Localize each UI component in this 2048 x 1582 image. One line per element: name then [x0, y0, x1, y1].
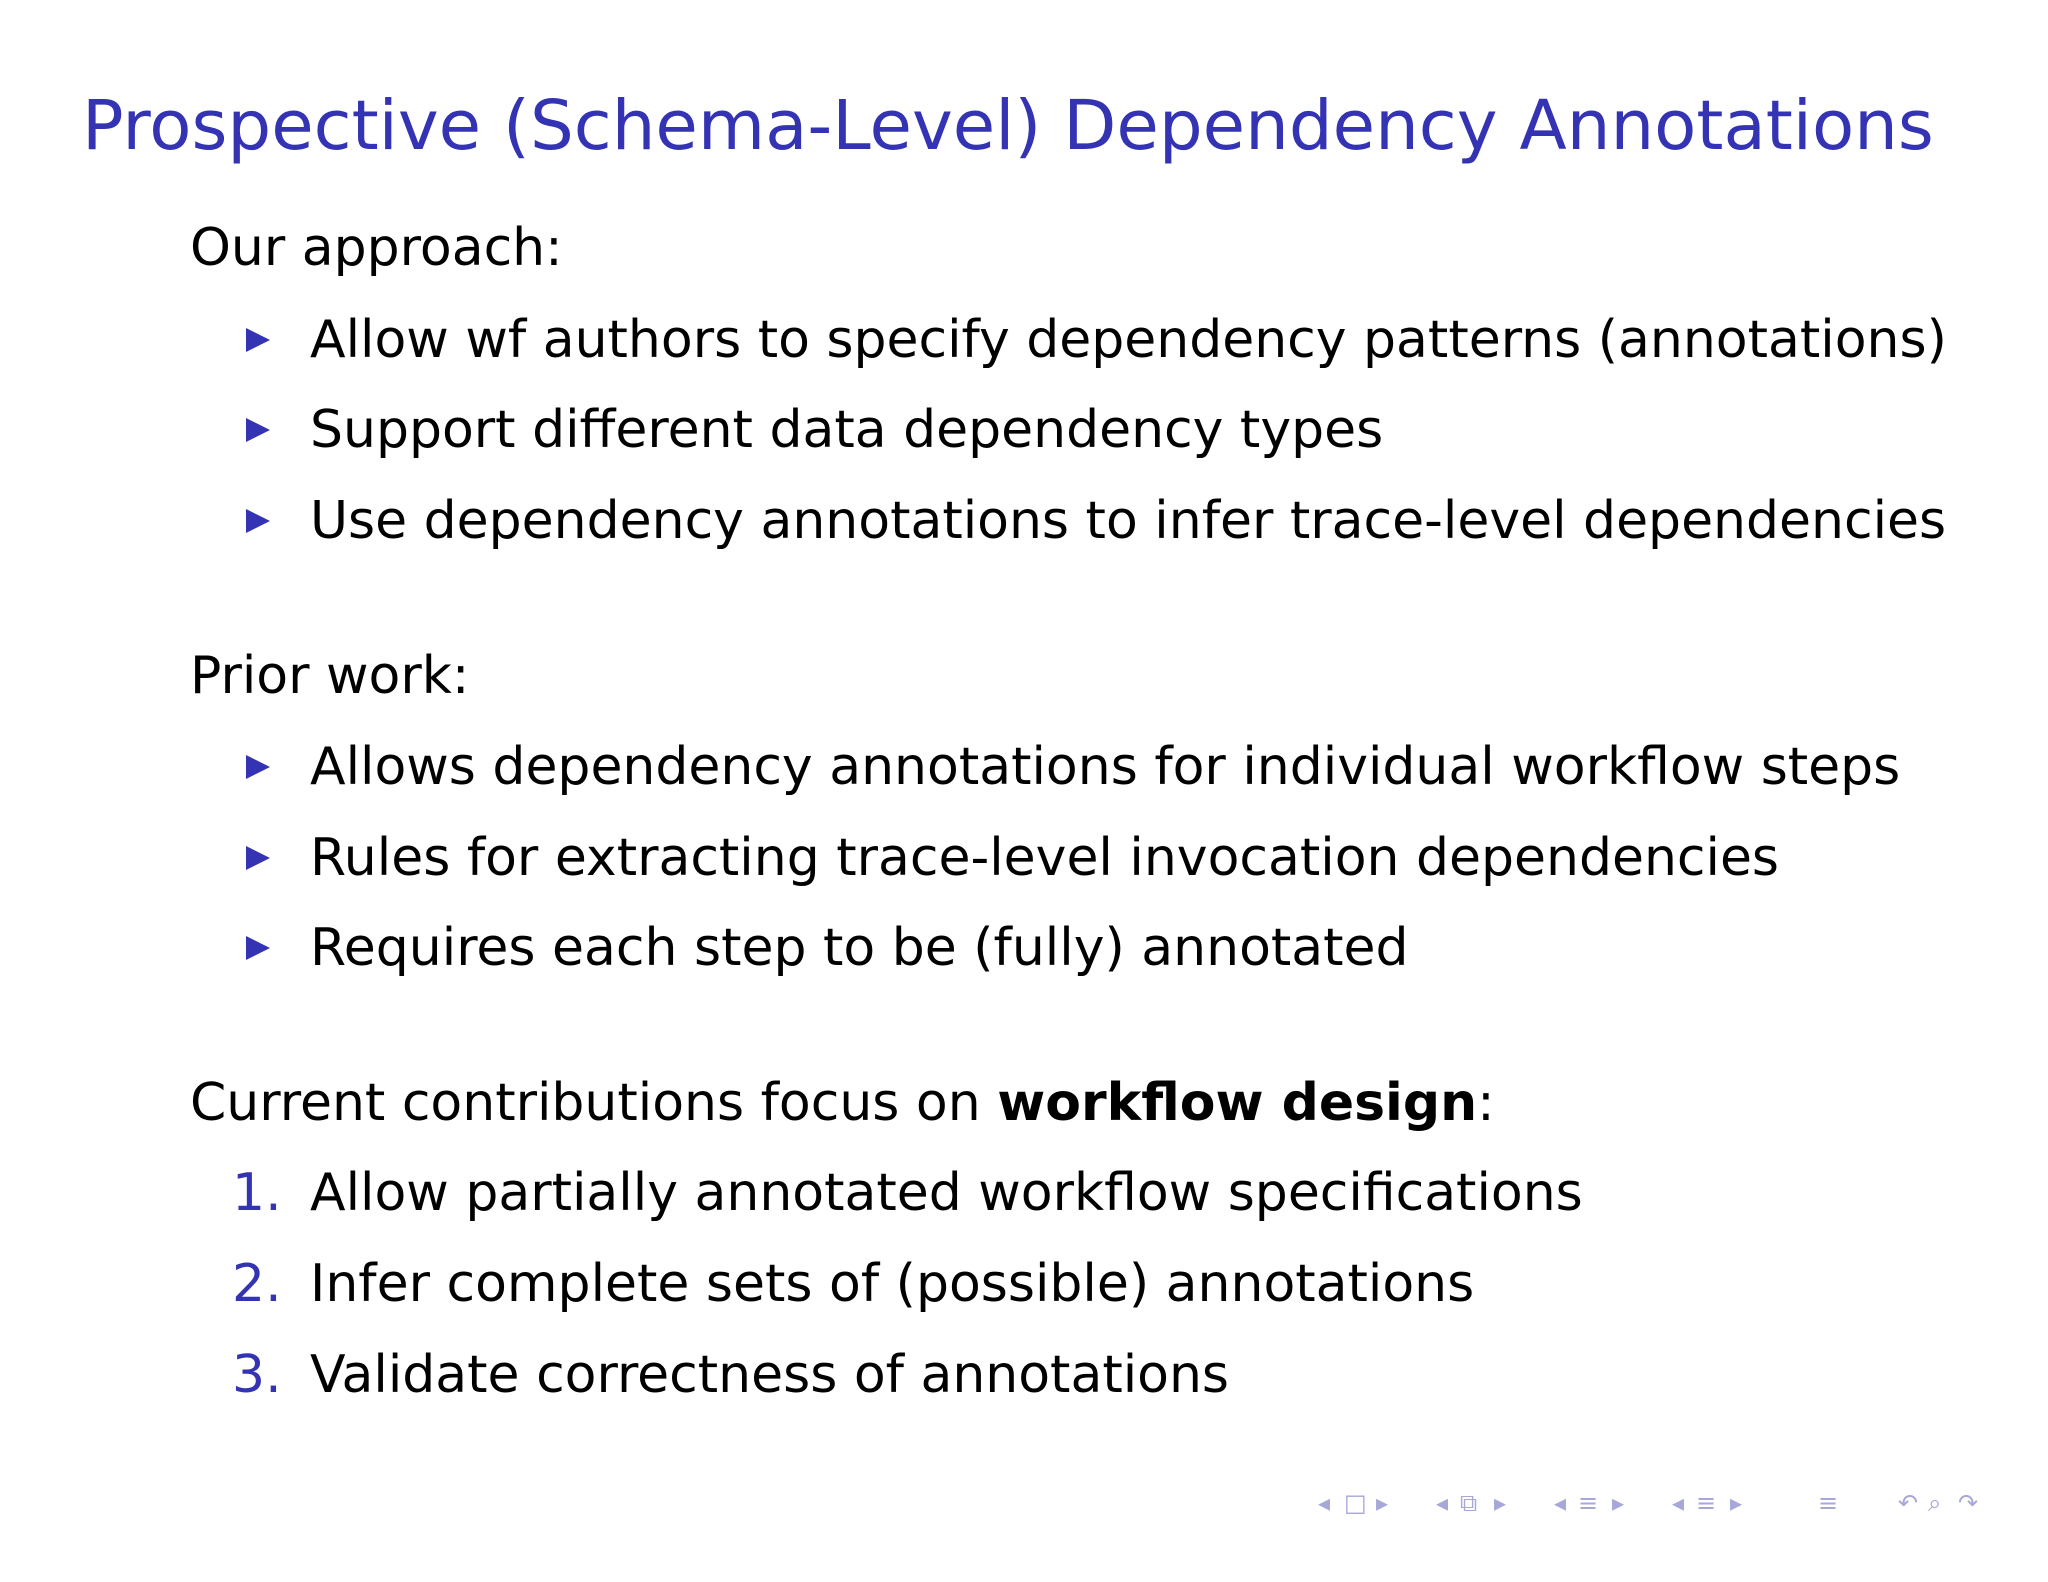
nav-right-arrow-icon[interactable]: ▸ [1612, 1489, 1625, 1517]
emphasis-text: workflow design [997, 1073, 1478, 1133]
section-icon[interactable]: ≡ [1696, 1489, 1717, 1517]
navigation-bar [1318, 1486, 2018, 1520]
triangle-bullet-icon [246, 755, 270, 779]
redo-icon[interactable]: ↷ [1958, 1489, 1979, 1517]
triangle-bullet-icon [246, 846, 270, 870]
nav-right-arrow-icon[interactable]: ▸ [1376, 1489, 1389, 1517]
section-heading-contributions: Current contributions focus on workflow design: [190, 1073, 1495, 1133]
slide-title: Prospective (Schema-Level) Dependency Annotations [82, 86, 1934, 166]
list-item-text: Support different data dependency types [310, 400, 1384, 460]
nav-left-arrow-icon[interactable]: ◂ [1672, 1489, 1685, 1517]
frame-icon[interactable]: □ [1344, 1489, 1367, 1517]
nav-left-arrow-icon[interactable]: ◂ [1318, 1489, 1331, 1517]
list-item-text: Allow wf authors to specify dependency patterns (annotations) [310, 310, 1947, 370]
align-icon[interactable]: ≡ [1818, 1489, 1839, 1517]
section-heading-prior-work: Prior work: [190, 646, 470, 706]
list-item-text: Infer complete sets of (possible) annotations [310, 1254, 1475, 1314]
list-item-text: Validate correctness of annotations [310, 1345, 1230, 1405]
triangle-bullet-icon [246, 418, 270, 442]
section-icon[interactable]: ≡ [1578, 1489, 1599, 1517]
list-number: 2. [232, 1254, 282, 1314]
search-icon[interactable]: ⌕ [1928, 1489, 1942, 1517]
triangle-bullet-icon [246, 328, 270, 352]
nav-left-arrow-icon[interactable]: ◂ [1554, 1489, 1567, 1517]
list-item-text: Rules for extracting trace-level invocation dependencies [310, 828, 1780, 888]
list-item-text: Allows dependency annotations for individual workflow steps [310, 737, 1901, 797]
section-heading-approach: Our approach: [190, 218, 563, 278]
list-item-text: Use dependency annotations to infer trace-level dependencies [310, 491, 1947, 551]
list-item-text: Allow partially annotated workflow specifications [310, 1163, 1583, 1223]
nav-left-arrow-icon[interactable]: ◂ [1436, 1489, 1449, 1517]
undo-icon[interactable]: ↶ [1898, 1489, 1919, 1517]
list-number: 1. [232, 1163, 282, 1223]
triangle-bullet-icon [246, 509, 270, 533]
nav-right-arrow-icon[interactable]: ▸ [1494, 1489, 1507, 1517]
nav-right-arrow-icon[interactable]: ▸ [1730, 1489, 1743, 1517]
list-number: 3. [232, 1345, 282, 1405]
list-item-text: Requires each step to be (fully) annotated [310, 918, 1409, 978]
triangle-bullet-icon [246, 936, 270, 960]
subsection-icon[interactable]: ⧉ [1460, 1489, 1478, 1517]
